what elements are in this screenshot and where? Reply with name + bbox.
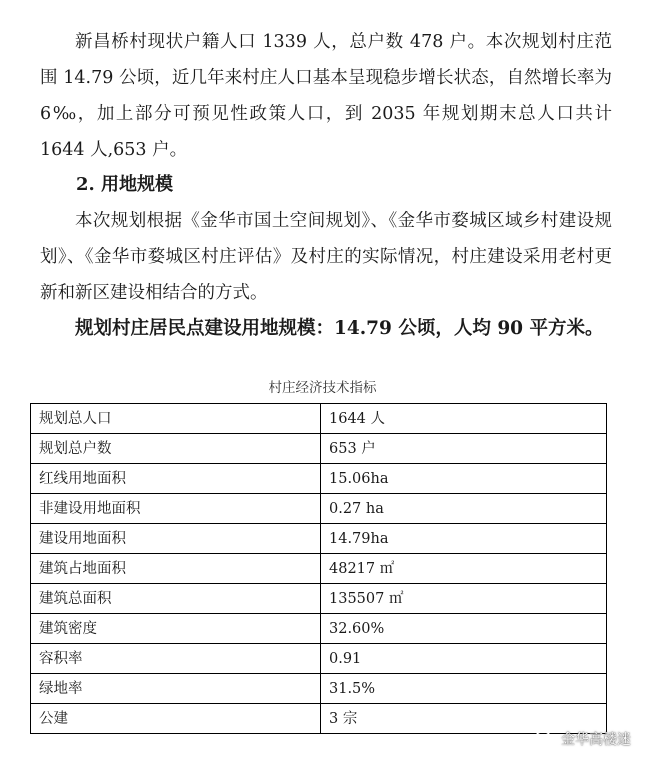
row-label: 建筑总面积 [31,584,321,614]
row-value: 653 户 [321,434,607,464]
row-value: 1644 人 [321,404,607,434]
wechat-icon [535,730,555,748]
row-value: 0.91 [321,644,607,674]
row-label: 规划总人口 [31,404,321,434]
indicators-table [30,403,607,734]
row-value: 48217 ㎡ [321,554,607,584]
table-row [31,644,607,674]
row-label: 建筑密度 [31,614,321,644]
land-scale-summary: 规划村庄居民点建设用地规模：14.79 公顷，人均 90 平方米。 [75,318,604,339]
row-label: 非建设用地面积 [31,494,321,524]
row-label: 红线用地面积 [31,464,321,494]
table-row [31,434,607,464]
table-caption: 村庄经济技术指标 [268,380,377,396]
row-label: 建筑占地面积 [31,554,321,584]
table-row [31,614,607,644]
table-row [31,404,607,434]
population-paragraph: 新昌桥村现状户籍人口 1339 人，总户数 478 户。本次规划村庄范围 14.79 公顷，近几年来村庄人口基本呈现稳步增长状态，自然增长率为 6‰，加上部分可预见性政策人口，到 2035 年规划期末总人口共计 1644 人,653 户。 [40,32,612,160]
table-row [31,674,607,704]
row-label: 容积率 [31,644,321,674]
row-value: 3 宗 [321,704,607,734]
planning-basis-paragraph: 本次规划根据《金华市国土空间规划》、《金华市婺城区域乡村建设规划》、《金华市婺城区村庄评估》及村庄的实际情况，村庄建设采用老村更新和新区建设相结合的方式。 [40,211,612,303]
watermark-text: 金华高楼迷 [561,732,631,748]
table-row [31,584,607,614]
row-label: 规划总户数 [31,434,321,464]
table-row [31,524,607,554]
row-value: 15.06ha [321,464,607,494]
table-row [31,554,607,584]
table-row [31,494,607,524]
table-row [31,704,607,734]
row-label: 建设用地面积 [31,524,321,554]
row-value: 14.79ha [321,524,607,554]
row-label: 绿地率 [31,674,321,704]
section-heading-land-scale: 2. 用地规模 [76,174,174,195]
row-value: 0.27 ha [321,494,607,524]
row-value: 31.5% [321,674,607,704]
table-row [31,464,607,494]
row-value: 32.60% [321,614,607,644]
watermark [535,729,631,749]
row-label: 公建 [31,704,321,734]
row-value: 135507 ㎡ [321,584,607,614]
